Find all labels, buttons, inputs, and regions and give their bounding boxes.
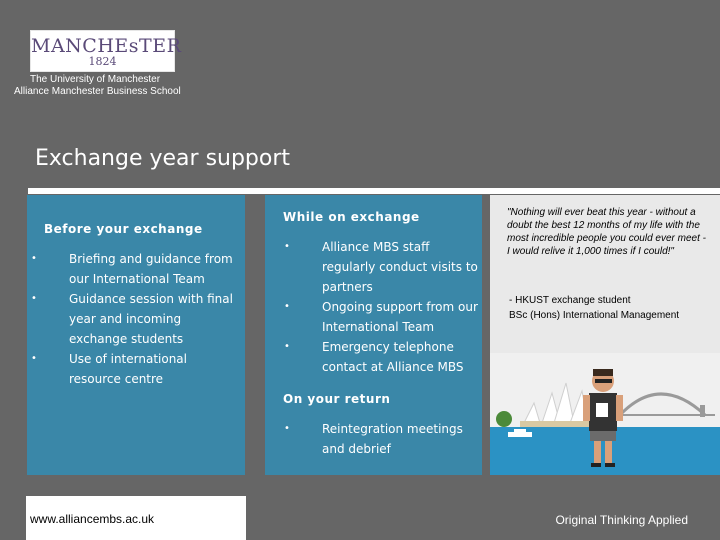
- attribution-role: - HKUST exchange student: [509, 295, 631, 306]
- list-item-text: Guidance session with final year and incoming exchange students: [69, 292, 233, 346]
- bullet-icon: •: [284, 423, 290, 434]
- footer-tagline: Original Thinking Applied: [555, 513, 688, 527]
- list-item: [282, 419, 482, 459]
- list-item: [29, 249, 239, 289]
- opera-house-base: [520, 421, 600, 427]
- logo-university-name: The University of Manchester: [30, 74, 161, 85]
- bullet-icon: •: [31, 293, 37, 304]
- list-item: [29, 289, 239, 349]
- while-on-exchange-heading: While on exchange: [283, 210, 420, 224]
- bullet-icon: •: [284, 341, 290, 352]
- list-item-text: Ongoing support from our International Team: [322, 300, 478, 334]
- before-exchange-list: [29, 249, 239, 389]
- before-exchange-heading: Before your exchange: [44, 222, 203, 236]
- bullet-icon: •: [31, 353, 37, 364]
- list-item-text: Alliance MBS staff regularly conduct visits to partners: [322, 240, 478, 294]
- list-item-text: Briefing and guidance from our International Team: [69, 252, 233, 286]
- list-item: [282, 297, 482, 337]
- list-item: [282, 237, 482, 297]
- website-link[interactable]: www.alliancembs.ac.uk: [30, 512, 155, 526]
- slide-title: Exchange year support: [35, 146, 291, 171]
- on-your-return-heading: On your return: [283, 392, 391, 406]
- title-divider: [28, 188, 720, 194]
- list-item-text: Reintegration meetings and debrief: [322, 422, 463, 456]
- list-item-text: Use of international resource centre: [69, 352, 187, 386]
- ferry-cabin: [514, 429, 526, 432]
- while-on-exchange-list: [282, 237, 482, 377]
- sydney-student-illustration: [490, 353, 720, 475]
- ferry: [508, 432, 532, 437]
- attribution-programme: BSc (Hons) International Management: [509, 310, 680, 321]
- bridge-pylon-right: [700, 405, 705, 417]
- list-item: [29, 349, 239, 389]
- list-item: [282, 337, 482, 377]
- bullet-icon: •: [284, 301, 290, 312]
- tree: [496, 411, 512, 427]
- logo-year: 1824: [88, 55, 117, 68]
- logo-wordmark: MANCHEsTER: [31, 35, 182, 57]
- testimonial-quote: "Nothing will ever beat this year - without a doubt the best 12 months of my life with the most incredible people you could ever meet - I would relive it 1,000 times if I could!": [507, 207, 706, 257]
- bullet-icon: •: [31, 253, 37, 264]
- logo-school-name: Alliance Manchester Business School: [14, 86, 181, 97]
- list-item-text: Emergency telephone contact at Alliance MBS: [322, 340, 464, 374]
- university-logo: [14, 30, 184, 100]
- logo-wordmark-box: [30, 30, 182, 72]
- on-your-return-list: [282, 419, 482, 459]
- bullet-icon: •: [284, 241, 290, 252]
- testimonial-attribution: [509, 293, 714, 323]
